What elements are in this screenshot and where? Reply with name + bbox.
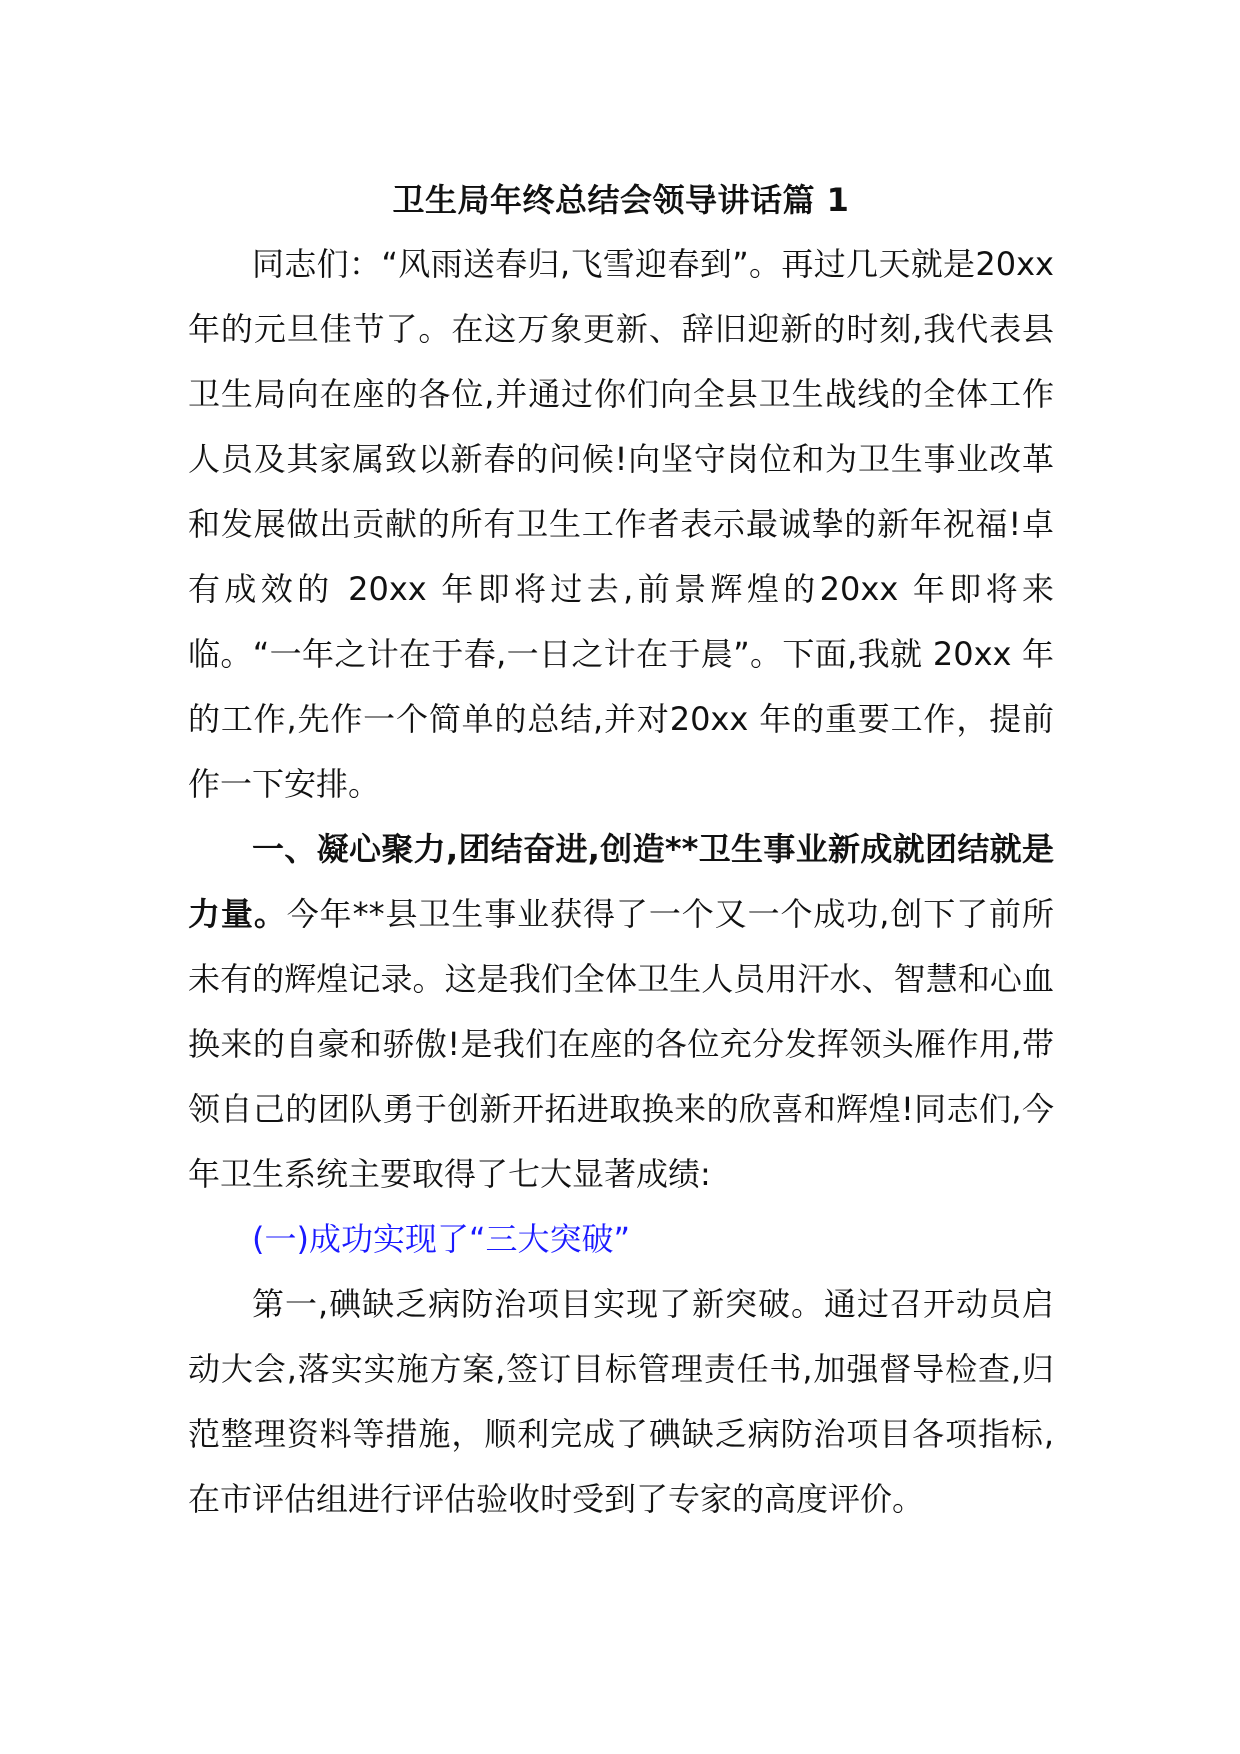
- section-one-body: 今年**县卫生事业获得了一个又一个成功,创下了前所未有的辉煌记录。这是我们全体卫生人员用汗水、智慧和心血换来的自豪和骄傲!是我们在座的各位充分发挥领头雁作用,带领自己的团队勇于创新开拓进取换来的欣喜和辉煌!同志们,今年卫生系统主要取得了七大显著成绩:: [188, 895, 1054, 1193]
- section-one-heading: 一、凝心聚力,团结奋进,创造**卫生事业新成就团结就是力量。: [188, 830, 1054, 933]
- document-title: 卫生局年终总结会领导讲话篇 1: [392, 181, 850, 219]
- subheading-three-breakthroughs: (一)成功实现了“三大突破”: [252, 1220, 631, 1258]
- paragraph-greeting: 同志们：“风雨送春归,飞雪迎春到”。再过几天就是20xx 年的元旦佳节了。在这万象更新、辞旧迎新的时刻,我代表县卫生局向在座的各位,并通过你们向全县卫生战线的全体工作人员及其家属致以新春的问候!向坚守岗位和为卫生事业改革和发展做出贡献的所有卫生工作者表示最诚挚的新年祝福!卓有成效的 20xx 年即将过去,前景辉煌的20xx 年即将来临。“一年之计在于春,一日之计在于晨”。下面,我就 20xx 年的工作,先作一个简单的总结,并对20xx 年的重要工作，提前作一下安排。: [188, 245, 1054, 803]
- paragraph-first-breakthrough: 第一,碘缺乏病防治项目实现了新突破。通过召开动员启动大会,落实实施方案,签订目标管理责任书,加强督导检查,归范整理资料等措施，顺利完成了碘缺乏病防治项目各项指标,在市评估组进行评估验收时受到了专家的高度评价。: [188, 1285, 1054, 1518]
- paragraph-section-one: [188, 817, 1054, 1207]
- document-page: [188, 168, 1054, 1532]
